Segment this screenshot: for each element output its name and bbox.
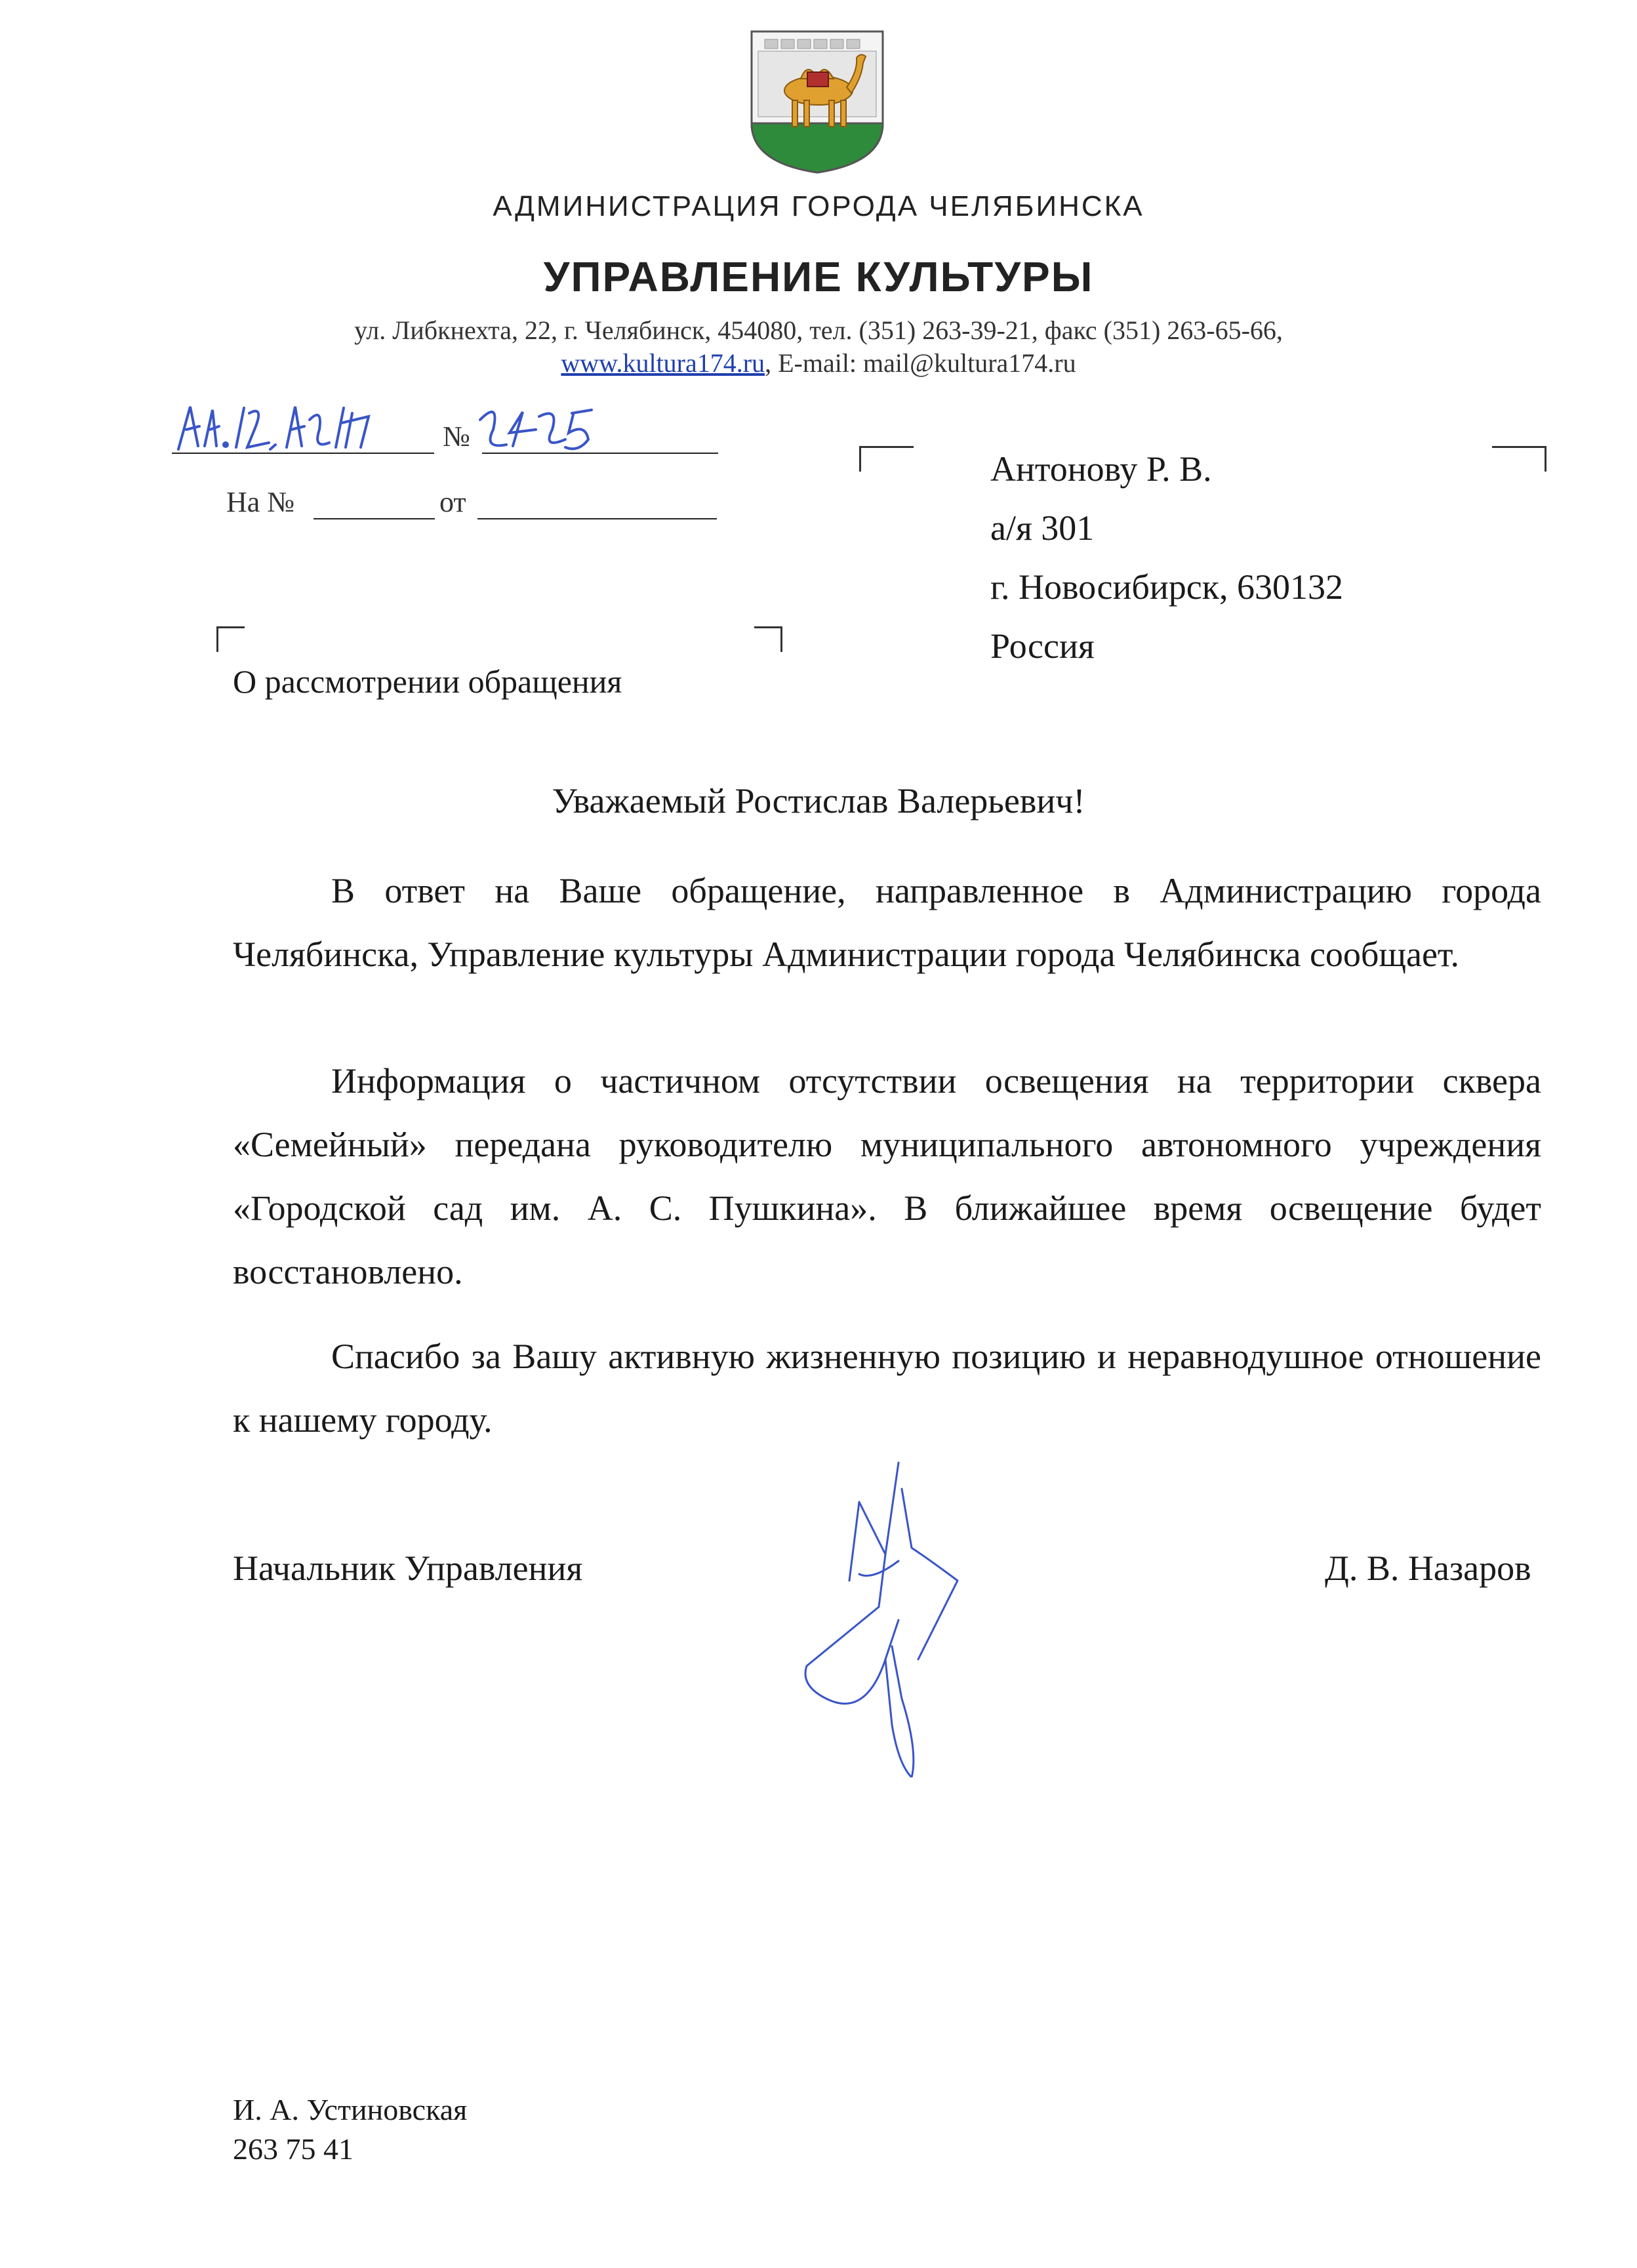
website-link[interactable]: www.kultura174.ru xyxy=(561,348,765,378)
administration-title: АДМИНИСТРАЦИЯ ГОРОДА ЧЕЛЯБИНСКА xyxy=(493,190,1144,222)
subject-corner-right xyxy=(754,626,782,652)
date-underline xyxy=(172,453,434,454)
signatory-name: Д. В. Назаров xyxy=(1325,1549,1531,1588)
executor-phone: 263 75 41 xyxy=(233,2132,354,2166)
reply-date-underline xyxy=(477,518,717,519)
recipient-name: Антонову Р. В. xyxy=(990,449,1212,489)
number-label: № xyxy=(443,420,470,453)
paragraph-1: В ответ на Ваше обращение, направленное в Администрацию города Челябинска, Управление культуры Администрации города Челябинска сообщает. xyxy=(233,871,1541,974)
signatory-title: Начальник Управления xyxy=(233,1549,583,1588)
number-underline xyxy=(482,453,718,454)
subject-line: О рассмотрении обращения xyxy=(233,663,622,700)
handwritten-signature xyxy=(787,1449,1023,1777)
recipient-country: Россия xyxy=(990,626,1095,666)
recipient-corner-top-left xyxy=(859,446,914,472)
from-label: от xyxy=(439,486,466,518)
paragraph-2: Информация о частичном отсутствии освещения на территории сквера «Семейный» передана руководителю муниципального автономного учреждения «Городской сад им. А. С. Пушкина». В ближайшее время освещение будет восстановлено. xyxy=(233,1061,1541,1291)
recipient-city: г. Новосибирск, 630132 xyxy=(990,567,1343,607)
executor-name: И. А. Устиновская xyxy=(233,2093,468,2126)
paragraph-3: Спасибо за Вашу активную жизненную позицию и неравнодушное отношение к нашему городу. xyxy=(233,1337,1541,1440)
reply-number-underline xyxy=(313,518,435,519)
greeting: Уважаемый Ростислав Валерьевич! xyxy=(552,781,1085,820)
coat-of-arms-icon xyxy=(745,25,889,176)
subject-corner-left xyxy=(216,626,245,652)
handwritten-date-number xyxy=(172,394,605,459)
recipient-corner-top-right xyxy=(1492,446,1546,472)
contact-line xyxy=(0,348,1637,378)
recipient-block xyxy=(990,439,1343,676)
department-title: УПРАВЛЕНИЕ КУЛЬТУРЫ xyxy=(543,253,1094,300)
reply-to-label: На № xyxy=(226,486,295,518)
recipient-box: а/я 301 xyxy=(990,508,1095,548)
email-text: , E-mail: mail@kultura174.ru xyxy=(765,348,1076,378)
address-line: ул. Либкнехта, 22, г. Челябинск, 454080, тел. (351) 263-39-21, факс (351) 263-65-66, xyxy=(354,315,1283,345)
